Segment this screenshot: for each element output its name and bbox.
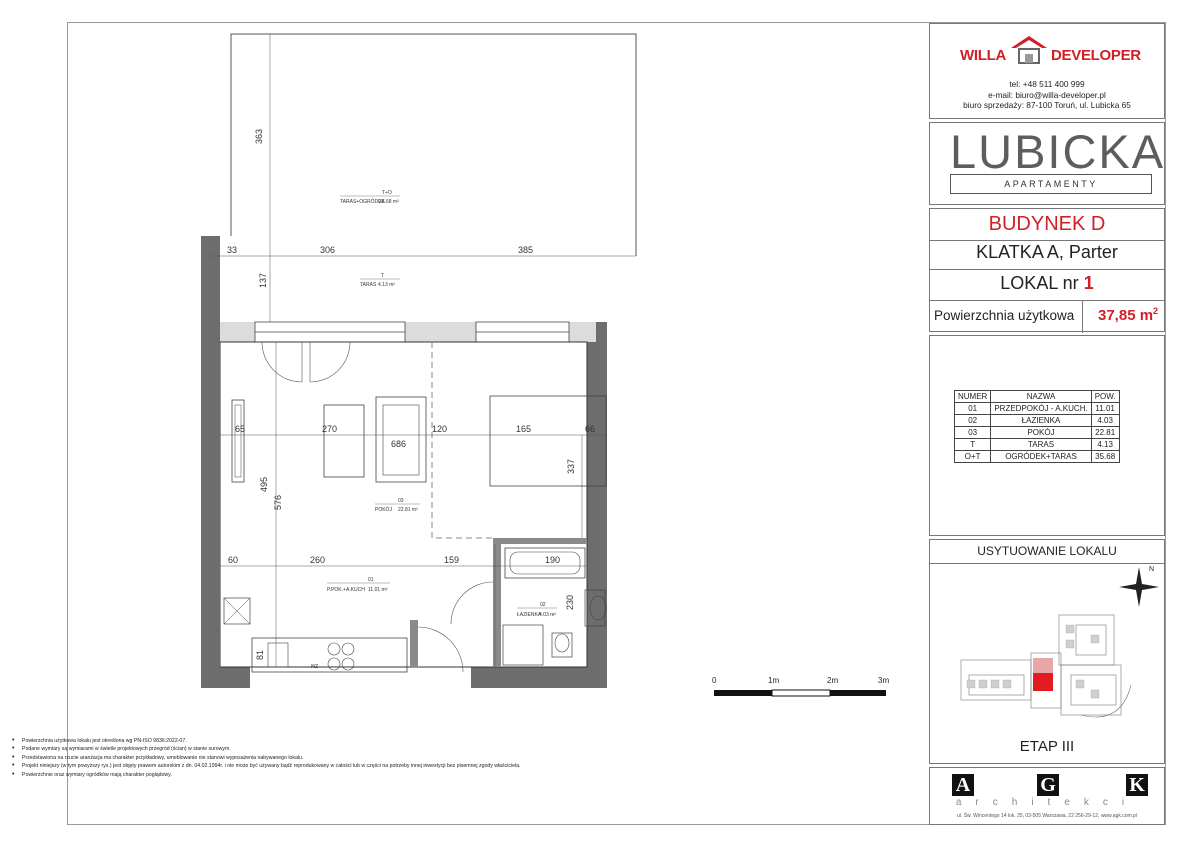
table-row [955,415,1120,427]
architect-box [929,767,1165,825]
site-title: USYTUOWANIE LOKALU [930,544,1164,564]
unit-number-value: 1 [1083,273,1094,293]
developer-logo [930,32,1164,62]
cell-name: TARAS [991,439,1091,451]
note-item: • Projekt niniejszy (w tym powyższy rys.) jest objęty prawem autorskim z dn. 04.02.1994r. i nie może być używany bądź reprodukowany w całości lub w części na potrzeby innej inwestycji bez pisemnej zgody właściciela. [12,762,521,770]
dim-159: 159 [444,555,460,565]
bath-name: ŁAZIENKA [517,612,542,618]
rooms-table-box [929,335,1165,536]
hall-number: 01 [368,577,374,583]
cell-area: 4.03 [1091,415,1119,427]
room-area: 22.81 m² [398,507,418,513]
rooms-table [954,390,1120,463]
house-icon [1011,34,1047,64]
stage-label: ETAP III [1019,738,1075,755]
unit-number [930,273,1164,301]
scale-label-3m: 3m [878,676,890,685]
table-row [955,451,1120,463]
col-number: NUMER [955,391,991,403]
site-plan-box [929,539,1165,764]
cell-name: POKÓJ [991,427,1091,439]
garden-area: 35.68 m² [379,199,399,205]
table-row [955,403,1120,415]
hall-name: P.POK.+A.KUCH [327,587,365,593]
dim-270: 270 [322,424,338,434]
unit-prefix: LOKAL nr [1000,273,1079,293]
scale-label-2m: 2m [827,676,839,685]
brand-box [929,122,1165,205]
architect-word: architekci [955,797,1139,808]
note-item: • Podane wymiary są wymiarami w świetle projektowych przegród (ścian) w stanie surowym. [12,745,521,753]
unit-info [929,208,1165,332]
logo-right-text: DEVELOPER [1051,47,1141,64]
logo-left-text: WILLA [960,47,1006,64]
cell-number: 01 [955,403,991,415]
scale-bar-graphic [712,688,888,702]
dim-190: 190 [545,555,561,565]
dim-576: 576 [273,494,283,510]
compass-icon [1119,566,1159,607]
brand-name: LUBICKA [950,125,1166,178]
area-value [1098,306,1158,324]
area-divider [1082,301,1083,333]
table-row [955,439,1120,451]
area-label: Powierzchnia użytkowa [934,308,1075,323]
dim-65: 65 [235,424,246,434]
dim-137: 137 [258,272,268,288]
phone-text: tel: +48 511 400 999 [1009,79,1085,89]
terrace-name: TARAS [360,282,377,288]
bath-area: 4.03 m² [539,612,556,618]
area-number: 37,85 m [1098,307,1154,324]
scale-label-1m: 1m [768,676,780,685]
architect-letter-a: A [952,774,974,796]
dim-230: 230 [565,594,575,610]
hall-area: 11.01 m² [368,587,388,593]
cell-area: 22.81 [1091,427,1119,439]
col-area: POW. [1091,391,1119,403]
scale-bar [712,676,890,706]
notes-list [12,737,521,779]
dim-495: 495 [259,476,269,492]
cell-number: 03 [955,427,991,439]
cell-area: 4.13 [1091,439,1119,451]
stair-label: KLATKA A, Parter [930,242,1164,270]
meter-label: ZM [310,662,318,668]
dim-385: 385 [518,245,534,255]
cell-area: 35.68 [1091,451,1119,463]
garden-number: T+O [382,190,392,196]
cell-number: T [955,439,991,451]
dim-306: 306 [320,245,336,255]
dim-686: 686 [391,439,407,449]
scale-label-0: 0 [712,676,717,685]
architect-address: ul. Św. Wincentego 14 lok. 25, 03-505 Warszawa, 22 256-29-12, www.agk.com.pl [957,813,1137,819]
building-label: BUDYNEK D [930,213,1164,241]
garden-name: TARAS+OGRÓDEK [340,199,385,205]
table-row [955,427,1120,439]
cell-name: ŁAZIENKA [991,415,1091,427]
room-number: 03 [398,498,404,504]
dim-165: 165 [516,424,532,434]
contact-info [930,79,1164,111]
cell-area: 11.01 [1091,403,1119,415]
cell-number: O+T [955,451,991,463]
col-name: NAZWA [991,391,1091,403]
bath-number: 02 [540,602,546,608]
note-item: • Powierzchnia użytkowa lokalu jest określona wg PN-ISO 9836:2022-07. [12,737,521,745]
cell-name: PRZEDPOKÓJ - A.KUCH. [991,403,1091,415]
dim-337: 337 [566,458,576,474]
dim-363: 363 [254,128,264,144]
dim-66: 66 [585,424,596,434]
architect-letter-k: K [1126,774,1148,796]
site-plan-map [931,565,1165,735]
dim-260: 260 [310,555,326,565]
brand-subtitle: APARTAMENTY [950,174,1152,194]
note-item: • Przedstawiona na rzucie aranżacja ma charakter przykładowy, umeblowanie nie stanowi wyposażenia nabywanego lokalu. [12,754,521,762]
office-text: biuro sprzedaży: 87-100 Toruń, ul. Lubicka 65 [963,100,1131,110]
cell-name: OGRÓDEK+TARAS [991,451,1091,463]
room-name: POKÓJ [375,507,392,513]
email-text: e-mail: biuro@willa-developer.pl [988,89,1106,100]
developer-header [929,23,1165,119]
area-sup: 2 [1153,306,1159,316]
north-label: N [1149,566,1155,573]
architect-letter-g: G [1037,774,1059,796]
terrace-area: 4.13 m² [378,282,395,288]
dim-33: 33 [227,245,238,255]
dim-60: 60 [228,555,239,565]
dim-81: 81 [255,649,265,660]
table-header-row [955,391,1120,403]
cell-number: 02 [955,415,991,427]
note-item: • Powierzchnie oraz wymiary ogródków mają charakter poglądowy. [12,771,521,779]
terrace-number: T [381,273,385,279]
dim-120: 120 [432,424,448,434]
